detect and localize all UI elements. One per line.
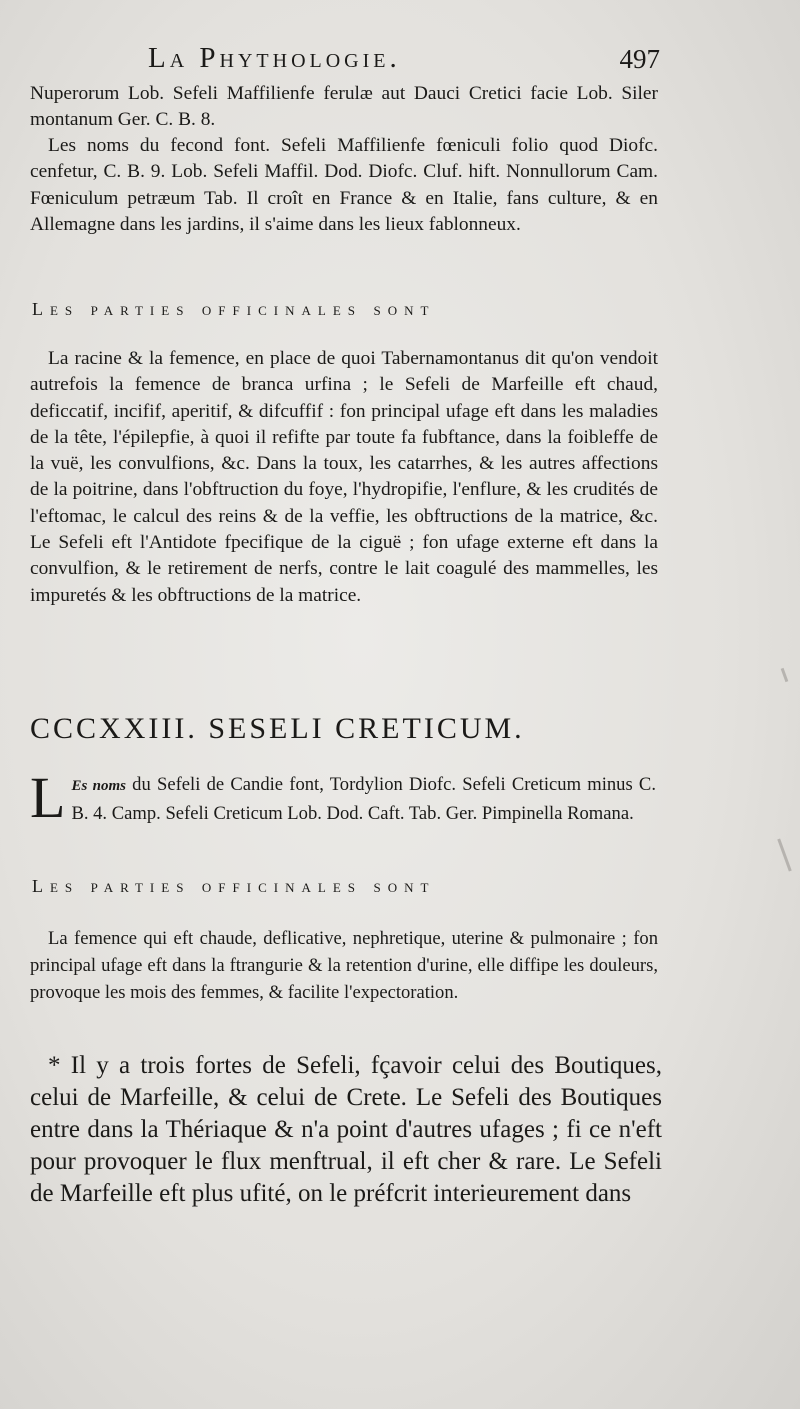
page-blemish xyxy=(777,839,791,872)
officinal-parts-heading-2: Les parties officinales sont xyxy=(32,876,436,896)
names-body-text: du Sefeli de Candie font, Tordylion Diofc. Sefeli Creticum minus C. B. 4. Camp. Sefeli Creticum Lob. Dod. Caft. Tab. Ger. Pimpinella Romana. xyxy=(71,774,656,824)
second-species-names-paragraph: Les noms du fecond font. Sefeli Maffilienfe fœniculi folio quod Diofc. cenfetur, C. B. 9. Lob. Sefeli Maffil. Dod. Diofc. Cluf. hift. Nonnullorum Cam. Fœniculum petræum Tab. Il croît en France & en Italie, fans culture, & en Allemagne dans les jardins, il s'aime dans les lieux fablonneux. xyxy=(30,135,658,235)
officinal-parts-paragraph-2: La femence qui eft chaude, deflicative, nephretique, uterine & pulmonaire ; fon principal ufage eft dans la ftrangurie & la retention d'urine, elle diffipe les douleurs, provoque les mois des femmes, & facilite l'expectoration. xyxy=(30,928,658,1003)
seseli-creticum-names-paragraph xyxy=(30,765,656,830)
officinal-parts-heading-1: Les parties officinales sont xyxy=(32,299,436,319)
drop-cap: L xyxy=(30,765,66,830)
lead-in-words: Es noms xyxy=(71,778,126,794)
chapter-title: CCCXXIII. SESELI CRETICUM. xyxy=(30,712,525,745)
synonyms-continued-paragraph: Nuperorum Lob. Sefeli Maffilienfe ferulæ aut Dauci Cretici facie Lob. Siler montanum Ger. C. B. 8. xyxy=(30,83,658,131)
page-number: 497 xyxy=(619,44,660,74)
page-blemish xyxy=(781,668,789,682)
running-title: La Phythologie. xyxy=(148,42,401,74)
page-header xyxy=(20,42,660,82)
note-paragraph: * Il y a trois fortes de Sefeli, fçavoir celui des Boutiques, celui de Marfeille, & celui de Crete. Le Sefeli des Boutiques entre dans la Thériaque & n'a point d'autres ufages ; fi ce n'eft pour provoquer le flux menftrual, il eft cher & rare. Le Sefeli de Marfeille eft plus ufité, on le préfcrit interieurement dans xyxy=(30,1052,662,1207)
officinal-parts-paragraph-1: La racine & la femence, en place de quoi Tabernamontanus dit qu'on vendoit autrefois la femence de branca urfina ; le Sefeli de Marfeille eft chaud, deficcatif, incifif, aperitif, & difcuffif : fon principal ufage eft dans les maladies de la tête, l'épilepfie, à quoi il refifte par toute fa fubftance, dans la foibleffe de la vuë, les convulfions, &c. Dans la toux, les catarrhes, & les autres affections de la poitrine, dans l'obftruction du foye, l'hydropifie, l'enflure, & les crudités de l'eftomac, le calcul des reins & de la veffie, les obftructions de la matrice, &c. Le Sefeli eft l'Antidote fpecifique de la ciguë ; fon ufage externe eft dans la convulfion, & le retirement de nerfs, contre le lait coagulé des mammelles, les impuretés & les obftructions de la matrice. xyxy=(30,348,658,606)
